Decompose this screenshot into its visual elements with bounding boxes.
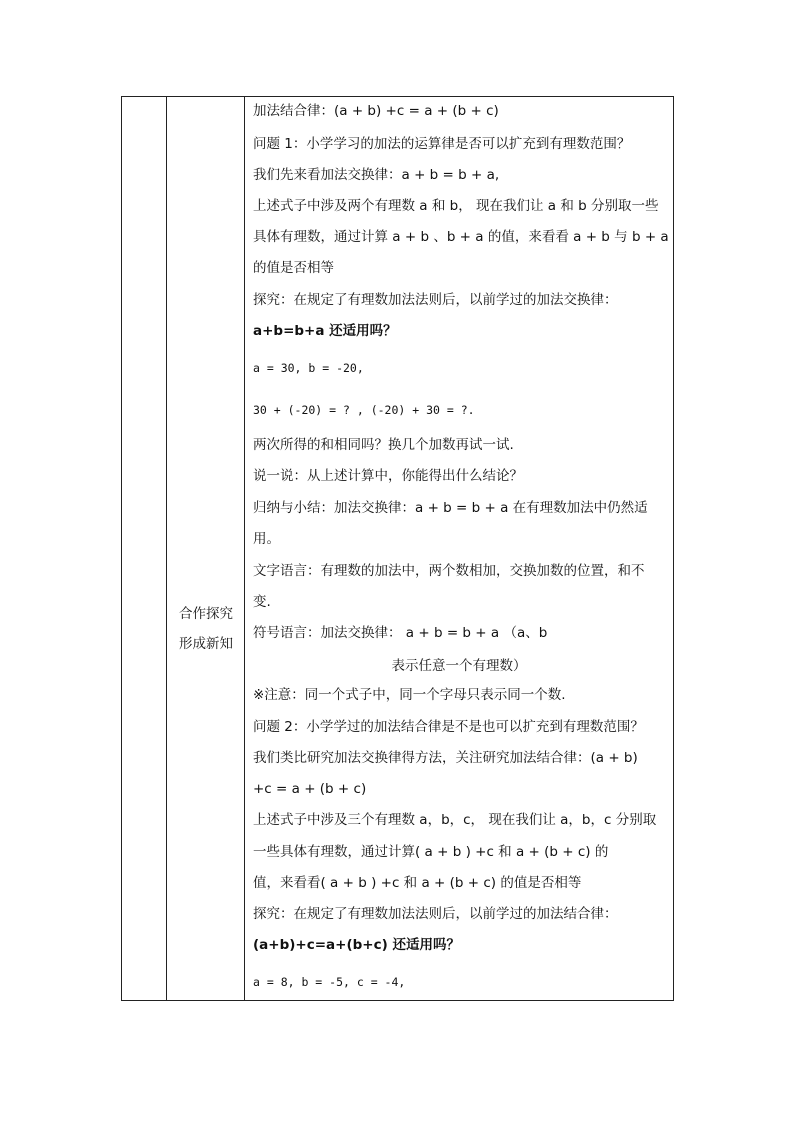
text-line: a = 8, b = -5, c = -4, <box>253 975 406 989</box>
text-line: ※注意：同一个式子中，同一个字母只表示同一个数. <box>253 687 566 703</box>
text-line: 上述式子中涉及两个有理数 a 和 b， 现在我们让 a 和 b 分别取一些 <box>253 198 659 214</box>
text-line: 探究：在规定了有理数加法法则后，以前学过的加法结合律： <box>253 906 618 922</box>
text-line: 加法结合律：(a + b) +c = a + (b + c) <box>253 103 499 119</box>
section-label-line-1: 合作探究 <box>179 606 233 622</box>
text-line: 符号语言：加法交换律： a + b = b + a （a、b <box>253 625 548 641</box>
text-line: 两次所得的和相同吗？换几个加数再试一试. <box>253 437 514 453</box>
text-line: 上述式子中涉及三个有理数 a，b，c， 现在我们让 a，b，c 分别取 <box>253 812 657 828</box>
text-line: 30 + (-20) = ? , (-20) + 30 = ?. <box>253 403 475 417</box>
text-line: 的值是否相等 <box>253 260 334 276</box>
lesson-table <box>121 96 674 1001</box>
text-line: 问题 1：小学学习的加法的运算律是否可以扩充到有理数范围？ <box>253 136 631 152</box>
content-column <box>245 97 673 1000</box>
text-line: +c = a + (b + c) <box>253 781 367 797</box>
text-line: 我们类比研究加法交换律得方法，关注研究加法结合律：(a + b) <box>253 750 638 766</box>
text-line: a+b=b+a 还适用吗？ <box>253 323 397 339</box>
text-line: 说一说：从上述计算中，你能得出什么结论？ <box>253 468 523 484</box>
text-line: 文字语言：有理数的加法中，两个数相加，交换加数的位置，和不 <box>253 563 645 579</box>
text-line: 值，来看看( a + b ) +c 和 a + (b + c) 的值是否相等 <box>253 875 582 891</box>
section-label <box>167 599 245 659</box>
stage-column <box>122 97 167 1000</box>
text-line: 用。 <box>253 531 280 547</box>
text-line: 表示任意一个有理数） <box>391 658 527 674</box>
text-line: a = 30, b = -20, <box>253 361 364 375</box>
text-line: (a+b)+c=a+(b+c) 还适用吗？ <box>253 937 460 953</box>
text-line: 归纳与小结：加法交换律：a + b = b + a 在有理数加法中仍然适 <box>253 500 648 516</box>
text-line: 我们先来看加法交换律：a + b = b + a, <box>253 167 500 183</box>
text-line: 探究：在规定了有理数加法法则后，以前学过的加法交换律： <box>253 292 618 308</box>
text-line: 变. <box>253 594 271 610</box>
text-line: 具体有理数，通过计算 a + b 、b + a 的值，来看看 a + b 与 b + a <box>253 229 669 245</box>
text-line: 问题 2：小学学过的加法结合律是不是也可以扩充到有理数范围？ <box>253 719 644 735</box>
section-column <box>167 97 245 1000</box>
text-line: 一些具体有理数，通过计算( a + b ) +c 和 a + (b + c) 的 <box>253 844 609 860</box>
section-label-line-2: 形成新知 <box>179 636 233 652</box>
